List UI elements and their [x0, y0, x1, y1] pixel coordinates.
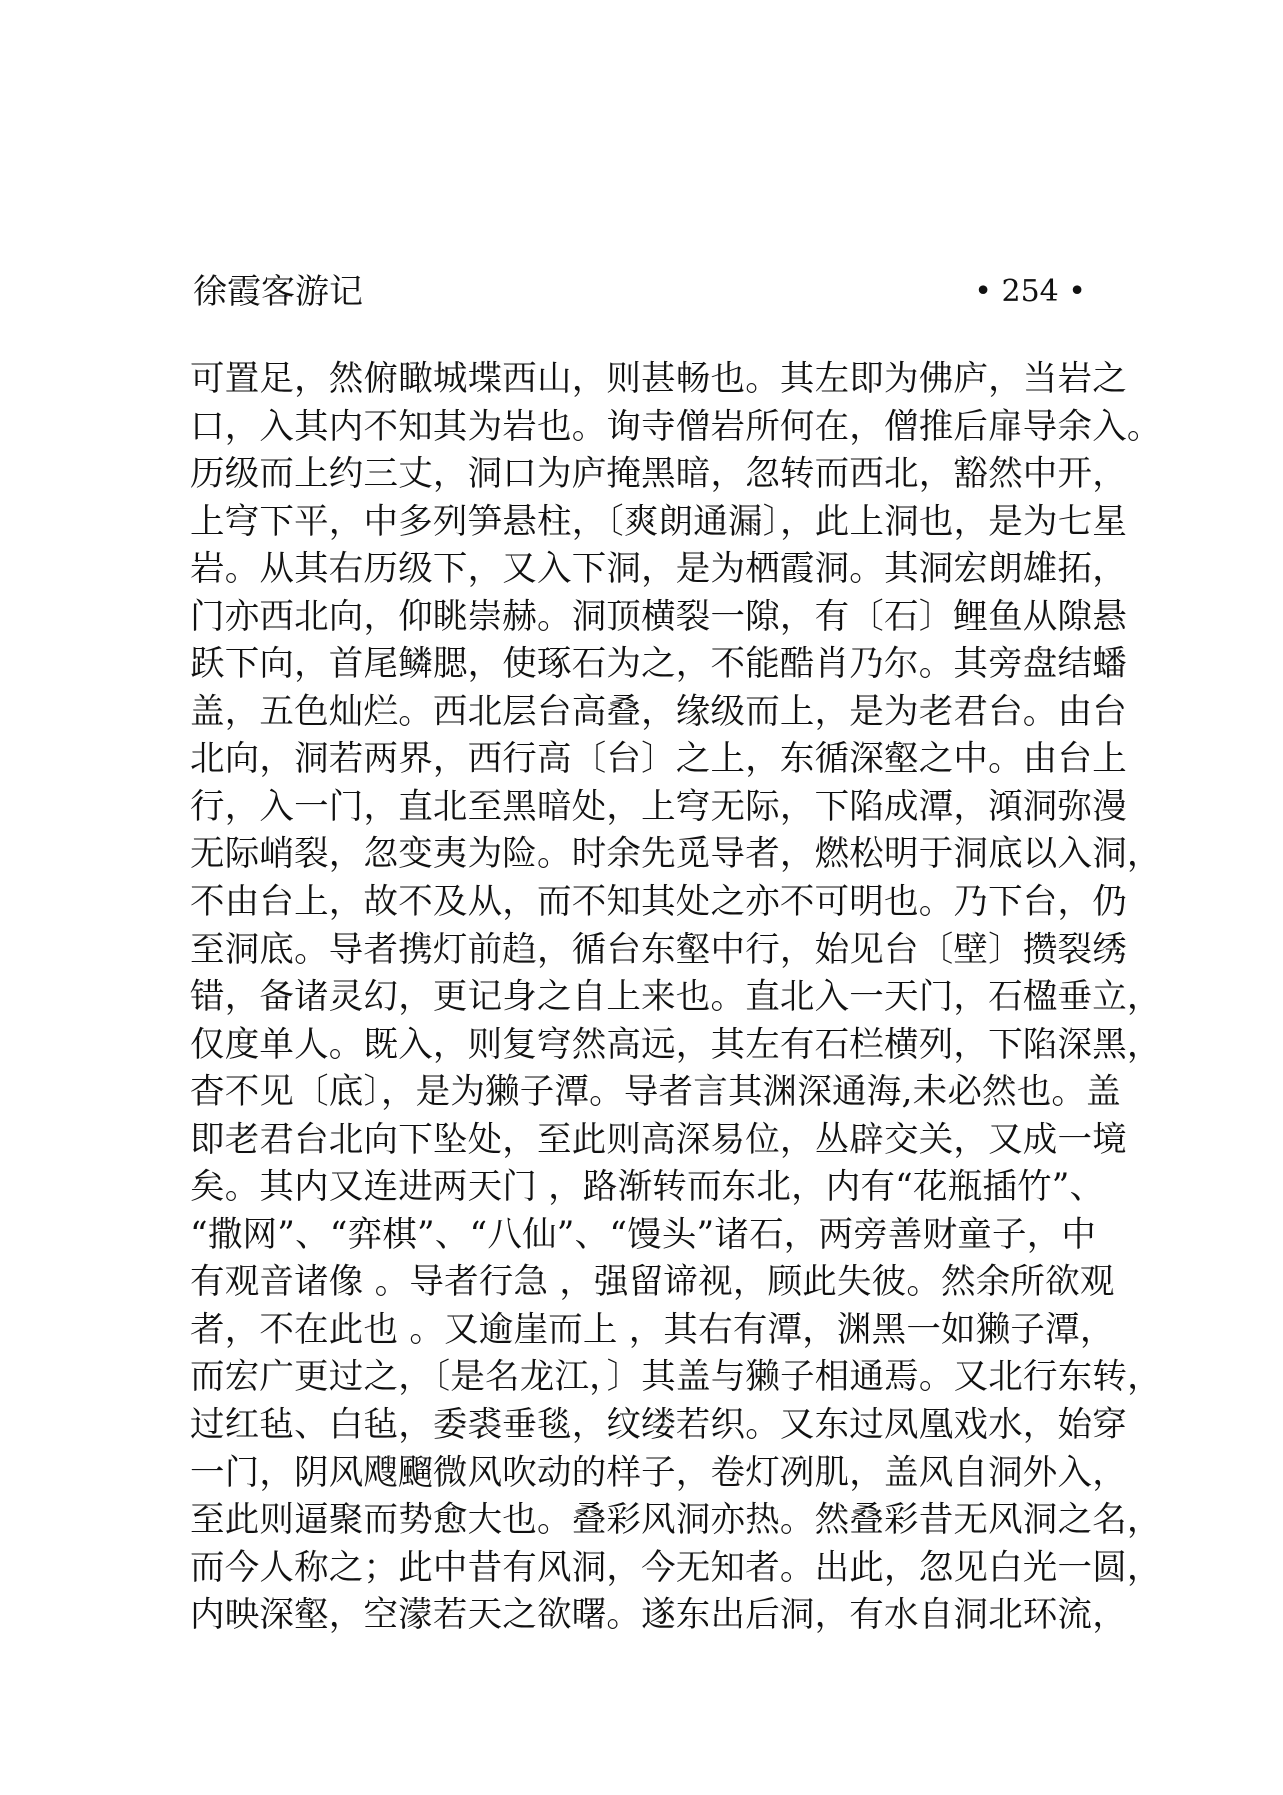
text-line: 杳不见〔底〕，是为獭子潭。导者言其渊深通海,未必然也。盖	[190, 1072, 1121, 1113]
text-line: 错，备诸灵幻，更记身之自上来也。直北入一天门，石楹垂立，	[190, 977, 1162, 1018]
text-line: 内映深壑，空濛若天之欲曙。遂东出后洞，有水自洞北环流，	[190, 1595, 1127, 1636]
text-line: 即老君台北向下坠处，至此则高深易位，丛辟交关，又成一境	[190, 1119, 1127, 1160]
text-line: 北向，洞若两界，西行高〔台〕之上，东循深壑之中。由台上	[190, 739, 1127, 780]
text-line: 门亦西北向，仰眺崇赫。洞顶横裂一隙，有〔石〕鲤鱼从隙悬	[190, 596, 1127, 637]
text-line: “撒网”、“弈棋”、“八仙”、“馒头”诸石，两旁善财童子，中	[190, 1214, 1097, 1255]
text-line: 而宏广更过之，〔是名龙江，〕其盖与獭子相通焉。又北行东转，	[190, 1357, 1162, 1398]
text-line: 可置足，然俯瞰城堞西山，则甚畅也。其左即为佛庐，当岩之	[190, 359, 1127, 399]
text-line: 历级而上约三丈，洞口为庐掩黑暗，忽转而西北，豁然中开，	[190, 454, 1127, 495]
page-header	[193, 268, 1086, 318]
text-line: 矣。其内又连进两天门 ，路渐转而东北，内有“花瓶插竹”、	[190, 1167, 1105, 1208]
text-line: 仅度单人。既入，则复穹然高远，其左有石栏横列，下陷深黑，	[190, 1024, 1162, 1065]
page-number: • 254 •	[974, 274, 1086, 309]
text-line: 而今人称之；此中昔有风洞，今无知者。出此，忽见白光一圆，	[190, 1547, 1162, 1588]
text-line: 行，入一门，直北至黑暗处，上穹无际，下陷成潭，澒洞弥漫	[190, 786, 1127, 827]
text-line: 无际峭裂，忽变夷为险。时余先觅导者，燃松明于洞底以入洞，	[190, 834, 1162, 875]
body-text	[190, 356, 1162, 1640]
text-line: 者，不在此也 。又逾崖而上 ，其右有潭，渊黑一如獭子潭，	[190, 1309, 1115, 1350]
book-title: 徐霞客游记	[193, 272, 363, 312]
text-line: 至洞底。导者携灯前趋，循台东壑中行，始见台〔壁〕攒裂绣	[190, 929, 1127, 970]
text-line: 不由台上，故不及从，而不知其处之亦不可明也。乃下台，仍	[190, 882, 1127, 923]
text-line: 岩。从其右历级下，又入下洞，是为栖霞洞。其洞宏朗雄拓，	[190, 549, 1127, 590]
text-line: 有观音诸像 。导者行急 ，强留谛视，顾此失彼。然余所欲观	[190, 1262, 1115, 1303]
text-line: 跃下向，首尾鳞腮，使琢石为之，不能酷肖乃尔。其旁盘结蟠	[190, 644, 1127, 685]
text-line: 一门，阴风飕飀微风吹动的样子，卷灯冽肌，盖风自洞外入，	[190, 1452, 1127, 1493]
text-line: 上穹下平，中多列笋悬柱，〔爽朗通漏〕，此上洞也，是为七星	[190, 501, 1128, 542]
text-line: 盖，五色灿烂。西北层台高叠，缘级而上，是为老君台。由台	[190, 691, 1127, 732]
text-line: 至此则逼聚而势愈大也。叠彩风洞亦热。然叠彩昔无风洞之名，	[190, 1500, 1162, 1541]
text-line: 过红毡、白毡，委裘垂毯，纹缕若织。又东过凤凰戏水，始穿	[190, 1405, 1127, 1446]
text-line: 口，入其内不知其为岩也。询寺僧岩所何在，僧推后扉导余入。	[190, 406, 1162, 447]
